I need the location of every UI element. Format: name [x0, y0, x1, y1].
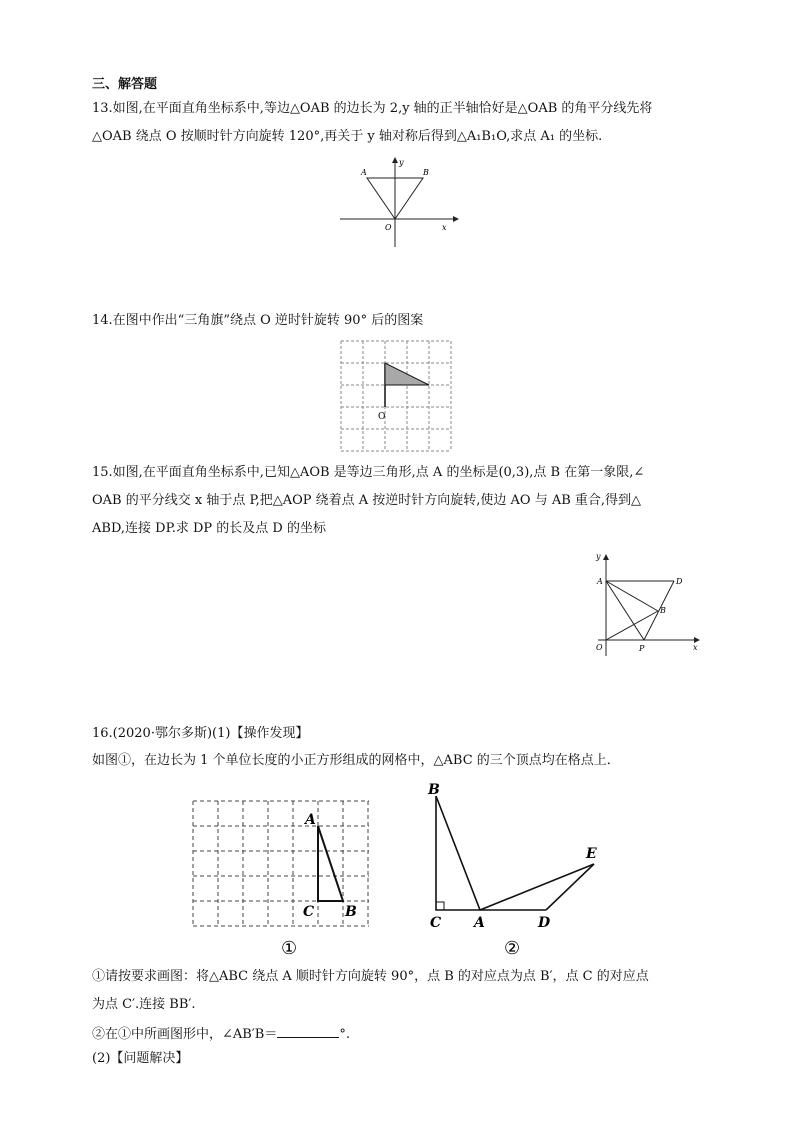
q15-text-line2: OAB 的平分线交 x 轴于点 P,把△AOP 绕着点 A 按逆时针方向旋转,使边 AO 与 AB 重合,得到△	[92, 493, 642, 508]
segment-ba	[436, 796, 480, 910]
segment-ob	[606, 611, 658, 640]
label-c: C	[303, 904, 315, 920]
label-b: B	[345, 904, 357, 920]
label-b: B	[423, 168, 429, 177]
label-x: x	[442, 223, 447, 232]
segment-bc-cd	[436, 796, 546, 910]
right-angle-mark	[436, 902, 444, 910]
q16-part2-heading: (2)【问题解决】	[92, 1051, 189, 1066]
label-b: B	[428, 782, 440, 798]
label-d: D	[676, 577, 683, 586]
q16-item2-suffix: °.	[339, 1027, 350, 1042]
triangle-abc	[318, 826, 343, 901]
label-o: O	[378, 412, 386, 422]
q16-figure-2	[418, 778, 608, 960]
q16-figure-1	[188, 798, 374, 958]
q16-item2-prefix: ②在①中所画图形中，∠AB′B＝	[92, 1027, 278, 1042]
label-o: O	[385, 223, 392, 232]
label-a: A	[361, 168, 367, 177]
label-x: x	[693, 643, 698, 652]
q14-text-line1: 14.在图中作出“三角旗”绕点 O 逆时针旋转 90° 后的图案	[92, 313, 424, 328]
label-a: A	[597, 577, 603, 586]
x-axis-arrow	[453, 216, 459, 222]
y-axis-arrow	[392, 157, 398, 163]
y-axis-arrow	[603, 554, 609, 560]
q16-item1-line1: ①请按要求画图：将△ABC 绕点 A 顺时针方向旋转 90°，点 B 的对应点为点 B′，点 C 的对应点	[92, 969, 649, 984]
label-o: O	[596, 643, 603, 652]
q14-grid-figure	[339, 339, 454, 454]
q16-item1-line2: 为点 C′.连接 BB′.	[92, 997, 196, 1012]
label-a: A	[305, 812, 316, 828]
caption-2: ②	[504, 938, 521, 959]
segment-de	[546, 864, 594, 910]
q13-figure	[335, 155, 460, 250]
label-y: y	[596, 552, 601, 561]
label-y: y	[399, 158, 404, 167]
label-c: C	[430, 915, 442, 931]
answer-blank[interactable]	[277, 1025, 339, 1038]
q16-text-line2: 如图①，在边长为 1 个单位长度的小正方形组成的网格中，△ABC 的三个顶点均在格点上．	[92, 753, 620, 768]
q15-figure	[592, 550, 704, 658]
segment-ae	[480, 864, 594, 910]
segment-ab	[606, 581, 658, 611]
label-b: B	[660, 606, 666, 615]
segment-dp	[644, 581, 674, 640]
segment-ap	[606, 581, 644, 640]
q15-text-line3: ABD,连接 DP.求 DP 的长及点 D 的坐标	[92, 521, 326, 536]
section-heading: 三、解答题	[92, 77, 158, 92]
q16-text-line1: 16.(2020·鄂尔多斯)(1)【操作发现】	[92, 726, 309, 741]
label-d: D	[538, 915, 551, 931]
q15-text-line1: 15.如图,在平面直角坐标系中,已知△AOB 是等边三角形,点 A 的坐标是(0,3),点 B 在第一象限,∠	[92, 465, 645, 480]
label-p: P	[639, 644, 645, 653]
label-a: A	[474, 915, 485, 931]
q13-text-line1: 13.如图,在平面直角坐标系中,等边△OAB 的边长为 2,y 轴的正半轴恰好是△OAB 的角平分线先将	[92, 101, 653, 116]
label-e: E	[586, 846, 597, 862]
q13-text-line2: △OAB 绕点 O 按顺时针方向旋转 120°,再关于 y 轴对称后得到△A₁B₁O,求点 A₁ 的坐标.	[92, 129, 603, 144]
caption-1: ①	[281, 938, 298, 959]
q16-item2-line	[92, 1025, 350, 1043]
